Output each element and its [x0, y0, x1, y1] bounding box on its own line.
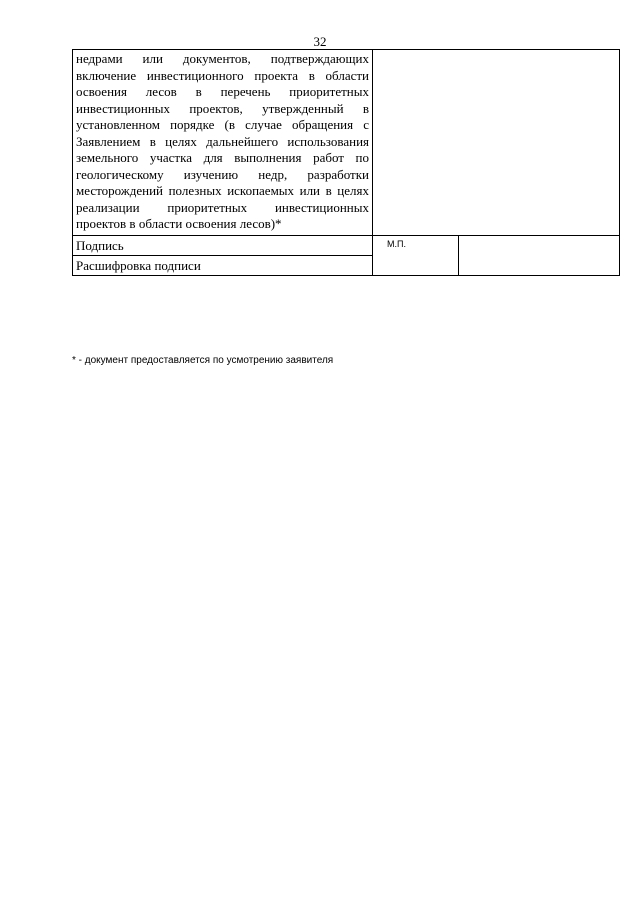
stamp-cell — [373, 235, 459, 275]
description-value-cell — [373, 50, 620, 236]
signature-label: Подпись — [76, 237, 124, 253]
signature-decoding-label-cell — [73, 255, 373, 275]
stamp-label: М.П. — [387, 238, 406, 249]
signature-label-cell — [73, 235, 373, 255]
page-number: 32 — [313, 34, 327, 49]
signature-value-cell — [459, 235, 620, 275]
table-row-description — [73, 50, 620, 236]
document-description: недрами или документов, подтверждающих включение инвестиционного проекта в области освоения лесов в перечень приоритетных инвестиционных проектов, утвержденный в установленном порядке (в случае обращения с Заявлением в целях дальнейшего использования земельного участка для выполнения работ по геологическому изучению недр, разработки месторождений полезных ископаемых или в целях реализации приоритетных инвестиционных проектов в области освоения лесов)* — [76, 51, 369, 231]
table-row-signature — [73, 235, 620, 255]
footnote: * - документ предоставляется по усмотрению заявителя — [72, 355, 334, 366]
description-cell — [73, 50, 373, 236]
signature-decoding-label: Расшифровка подписи — [76, 257, 201, 273]
application-form-table — [72, 49, 620, 276]
